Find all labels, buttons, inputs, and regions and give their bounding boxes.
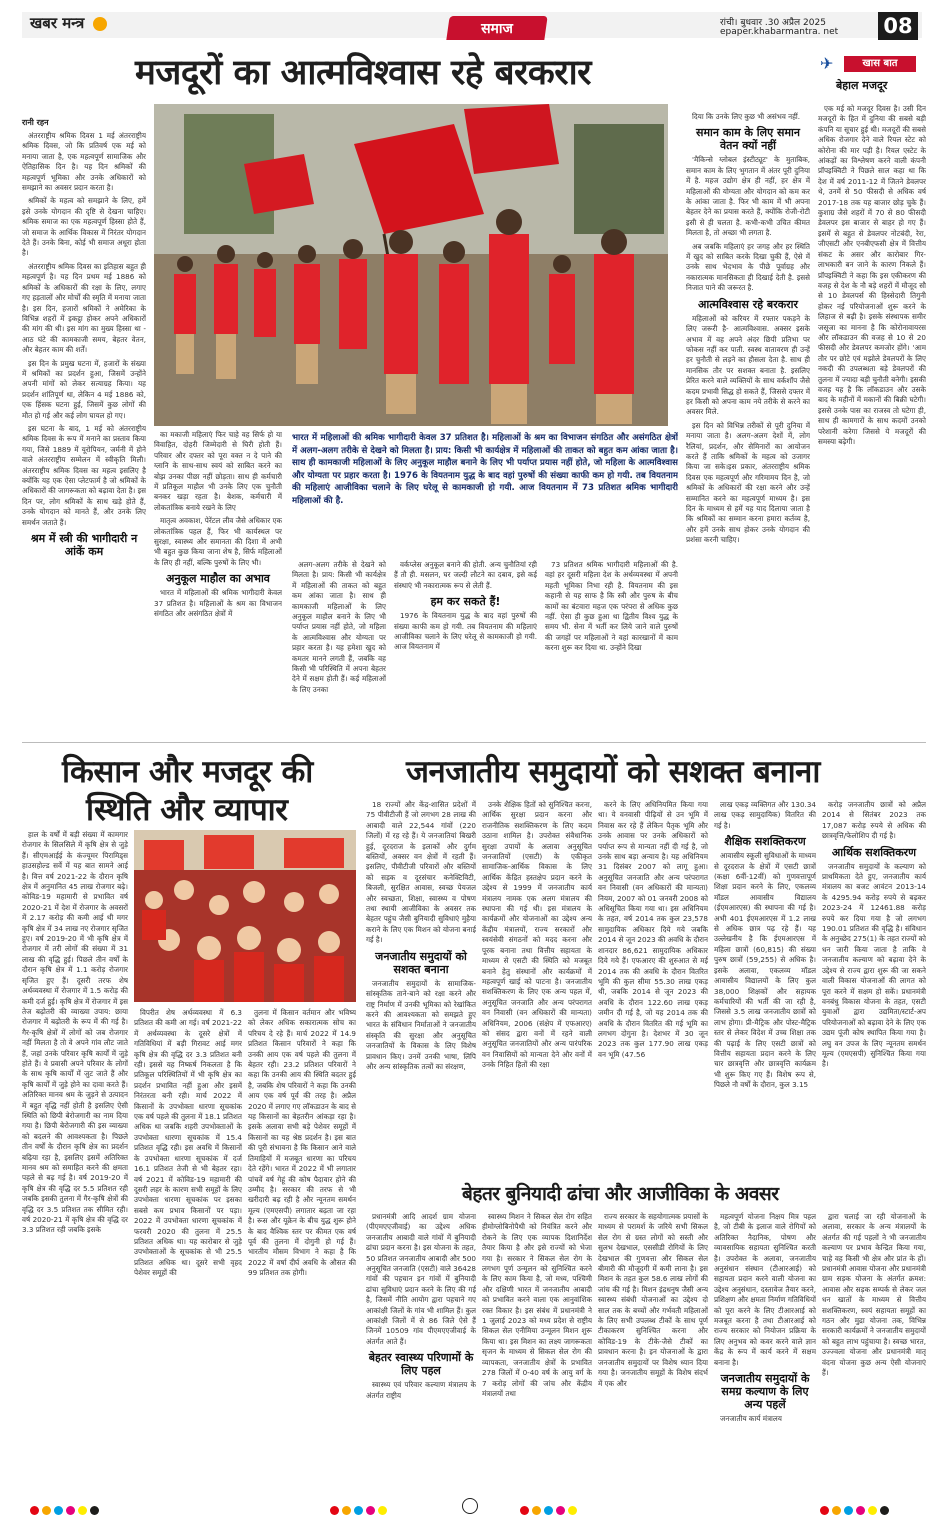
registration-mark-icon [462, 1498, 478, 1514]
color-dot [868, 1506, 877, 1515]
top-headline: मजदूरों का आत्मविश्वास रहे बरकरार [135, 53, 591, 93]
paragraph: 73 प्रतिशत श्रमिक भागीदारी महिलाओं की है. वहां हर दूसरी महिला देश के अर्थव्यवस्था में अपनी महती भूमिका निभा रही है. वियतनाम की इस कहानी से यह साफ है कि स्त्री और पुरुष के बीच कामों का बंटवारा महज एक परंपरा से अधिक कुछ नहीं. ऐसा ही कुछ हुआ था द्वितीय विश्व युद्ध के समय भी. सेना में भर्ती कर लिये जाने वाले पुरुषों की जगहों पर महिलाओं ने वहां कारखानों में काम करना शुरू कर दिया था. उन्होंने दिखा [545, 560, 678, 653]
registration-dots-mid-right [520, 1500, 580, 1519]
crowd-illustration [134, 830, 356, 1002]
paragraph: महिलाओं को करियर में रफ्तार पकड़ने के लिए जरूरी है- आत्मविश्वास. अक्सर इसके अभाव में वह अपने अंदर छिपी प्रतिभा पर फोकस नहीं कर पाती. स्वस्थ वातावरण ही उन्हें हर चुनौती से लड़ने का हौसला देता है. साथ ही मानसिक तौर पर सशक्त बनाता है. इसलिए प्रेरित करने वाले व्यक्तियों के साथ वर्कशॉप जैसे कदम प्रभावी सिद्ध हो सकते हैं, जिससे दफ्तर में हर किसी को अपना काम नये तरीके से करने का अवसर मिले. [686, 313, 810, 417]
plane-icon: ✈ [820, 54, 834, 73]
logo-text: खबर मन्त्र [30, 14, 85, 32]
site-url[interactable]: epaper.khabarmantra. net [720, 27, 839, 37]
paragraph: प्रधानमंत्री आदि आदर्श ग्राम योजना (पीएमएएजीवाई) का उद्देश्य अधिक जनजातीय आबादी वाले गांवों में बुनियादी ढांचा प्रदान करना है। इस योजना के तहत, 50 प्रतिशत जनजातीय आबादी और 500 अनुसूचित जनजाति (एसटी) वाले 36428 गांवों की पहचान इन गांवों में बुनियादी ढांचा सुविधाएं प्रदान करने के लिए की गई है, जिसमें नीति आयोग द्वारा पहचाने गए आकांक्षी जिलों के गांव भी शामिल हैं। कुल आकांक्षी जिलों में से 86 जिले ऐसे हैं जिनमें 10509 गांव पीएमएएजीवाई के अंतर्गत आते हैं। [366, 1212, 476, 1346]
workers-protest-photo [134, 830, 356, 1002]
section-divider [22, 742, 926, 743]
top-story-col1 [22, 131, 146, 735]
color-dot [544, 1506, 553, 1515]
infra-col4 [714, 1212, 816, 1490]
paragraph: अलग-अलग तरीके से देखने को मिलता है। प्राय: किसी भी कार्यक्षेत्र में महिलाओं की ताकत को बहुत कम आंका जाता है। साथ ही कामकाजी महिलाओं के लिए अनुकूल माहौल बनाने के लिए भी पर्याप्त प्रयास नहीं होते, जो महिला के आत्मविश्वास और योग्यता पर प्रहार करता है। यह हमेशा खुद को कमतर मानने लगती हैं, जबकि वह किसी भी परिस्थिति में अपना बेहतर देने में सक्षम होती हैं। कई महिलाओं के लिए उनका [292, 560, 386, 694]
tribal-col2 [482, 800, 592, 1170]
section-label: समाज [481, 21, 513, 37]
paragraph: इस दिन के प्रमुख घटना में, हजारों के संख्या में श्रमिकों का प्रदर्शन हुआ, जिसमें उन्होंने अपनी मांगों को लेकर सत्याग्रह किया। यह प्रदर्शन शांतिपूर्ण था, लेकिन 4 मई 1886 को, एक हिंसक घटना हुई, जिसमें कुछ लोगों की मौत हो गई और कई लोग घायल हो गए। [22, 358, 146, 420]
subhead: जनजातीय समुदायों के समग्र कल्याण के लिए अन्य पहलें [720, 1372, 810, 1412]
paragraph: करने के लिए अधिनियमित किया गया था। ये वनवासी पीढ़ियों से उन भूमि में निवास कर रहे हैं लेकिन पैतृक भूमि और उनके आवास पर उनके अधिकारों को पर्याप्त रूप से मान्यता नहीं दी गई है, जो उनके साथ बड़ा अन्याय है। यह अधिनियम 31 दिसंबर 2007 को लागू हुआ। अनुसूचित जनजाति और अन्य परंपरागत वन निवासी (वन अधिकारों की मान्यता) नियम, 2007 को 01 जनवरी 2008 को अधिसूचित किया गया था। इस अधिनियम के तहत, वर्ष 2014 तक कुल 23,578 सामुदायिक अधिकार दिये गये जबकि 2014 से जून 2023 की अवधि के दौरान शानदार 86,621 सामुदायिक अधिकार दिये गये हैं। एफआरए की शुरुआत से मई 2014 तक की अवधि के दौरान वितरित भूमि की कुल सीमा 55.30 लाख एकड़ थी, जबकि 2014 से जून 2023 की अवधि के दौरान 122.60 लाख एकड़ जमीन दी गई है, जो यह 2014 तक की अवधि के दौरान वितरित की गई भूमि का लगभग दोगुना है। देशभर में 30 जून 2023 तक कुल 177.90 लाख एकड़ वन भूमि (47.56 [598, 800, 708, 1059]
subhead: अनुकूल माहौल का अभाव [166, 572, 270, 586]
color-dot [342, 1506, 351, 1515]
paragraph: दिया कि उनके लिए कुछ भी असंभव नहीं. [692, 112, 801, 121]
tribal-col1 [366, 800, 476, 1170]
paragraph: 1976 के वियतनाम युद्ध के बाद वहां पुरुषों की संख्या काफी कम हो गयी. तब वियतनाम की महिलाएं आजीविका चलाने के लिए घरेलू से कामकाजी हो गयी. आज वियतनाम में [394, 611, 537, 652]
paragraph: वर्कप्लेस अनुकूल बनाने की होती. अन्य चुनौतियां रही हैं तौ ही. मसलन, घर जल्दी लौटने का दबाव, इसे कई संस्थाएं भी नकारात्मक रूप से लेती हैं. [394, 560, 537, 590]
paragraph: स्वास्थ्य मिशन ने सिकल सेल रोग सहित हीमोग्लोबिनोपैथी को नियंत्रित करने और रोकने के लिए एक व्यापक दिशानिर्देश तैयार किया है और इसे राज्यों को भेजा गया है। सरकार ने सिकल सेल रोग के लगभग पूर्ण उन्मूलन को सुनिश्चित करने के लिए काम किया है, जो मध्य, पश्चिमी और दक्षिणी भारत में जनजातीय आबादी को प्रभावित करने वाला एक आनुवांशिक रक्त विकार है। इस संबंध में प्रधानमंत्री ने 1 जुलाई 2023 को मध्य प्रदेश से राष्ट्रीय सिकल सेल एनीमिया उन्मूलन मिशन शुरू किया था। इस मिशन का लक्ष्य जागरूकता सृजन के माध्यम से सिकल सेल रोग की व्यापकता, जनजातीय क्षेत्रों के प्रभावित 278 जिलों में 0-40 वर्ष के आयु वर्ग के 7 करोड़ लोगों की जांच और केंद्रीय मंत्रालयों तथा [482, 1212, 592, 1398]
paragraph: विपरीत शेष अर्थव्यवस्था में 6.3 प्रतिशत की कमी आ गई। वर्ष 2021-22 में अर्थव्यवस्था के दूसरे क्षेत्रों में गतिविधियां में बड़ी गिरावट आई मगर कृषि क्षेत्र की वृद्धि दर 3.3 प्रतिशत बनी रही। इससे यह निष्कर्ष निकलता है कि प्रतिकूल परिस्थितियों में भी कृषि क्षेत्र का प्रदर्शन प्रभावित नहीं हुआ और इसमें निरंतरता बनी रही। मार्च 2022 में किसानों के उपभोक्ता धारणा सूचकांक एक वर्ष पहले की तुलना में 18.1 प्रतिशत अधिक था जबकि शहरी उपभोक्ताओं के उपभोक्ता धारणा सूचकांक में 15.4 प्रतिशत वृद्धि रही। इस अवधि में किसानों के उपभोक्ता धारणा सूचकांक में दर्ज 16.1 प्रतिशत तेजी से भी बेहतर रहा। वर्ष 2021 में कोविड-19 महामारी की दूसरी लहर के कारण सभी समूहों के लिए उपभोक्ता धारणा सूचकांक पर इसका सबसे कम प्रभाव किसानों पर पड़ा। 2022 में उपभोक्ता धारणा सूचकांक में फरवरी 2020 की तुलना में 25.5 प्रतिशत अधिक था। यह कारोबार से जुड़े उपभोक्ताओं के सूचकांक से भी 25.5 प्रतिशत अधिक था। दूसरे सभी वृहद पेशेवर समूहों की [134, 1008, 242, 1278]
paragraph: जनजातीय समुदायों के कल्याण को प्राथमिकता देते हुए, जनजातीय कार्य मंत्रालय का बजट आवंटन 2013-14 के 4295.94 करोड़ रुपये से बढ़कर 2023-24 में 12461.88 करोड़ रुपये कर दिया गया है जो लगभग 190.01 प्रतिशत की वृद्धि है। संविधान के अनुच्छेद 275(1) के तहत राज्यों को धन जारी किया जाता है ताकि वे जनजातीय कल्याण को बढ़ावा देने के उद्देश्य से राज्य द्वारा शुरू की जा सकने वाली विकास योजनाओं की लागत को पूरा करने में सक्षम हो सकें। प्रधानमंत्री वनबंधु विकास योजना के तहत, एसटी युवाओं द्वारा उद्यमिता/स्टार्ट-अप परियोजनाओं को बढ़ावा देने के लिए एक उद्यम पूंजी कोष स्थापित किया गया है। लघु वन उपज के लिए न्यूनतम समर्थन मूल्य (एमएसपी) सुनिश्चित किया गया है। [822, 861, 926, 1069]
paragraph: जनजातीय कार्य मंत्रालय [720, 1414, 782, 1424]
paragraph: एक मई को मजदूर दिवस है। उसी दिन मजदूरों के हित में दुनिया की सबसे बड़ी कंपनि या सूचार हुई थी। मजदूरों की सबसे अधिक रोजगार देने वाले रियल स्टेट को कोरोना की मार पड़ी है। रियल एस्टेट के आंकड़ों का विश्लेषण करने वाली कंपनी प्रॉपइक्विटी ने पिछले साल कहा था कि देश में वर्ष 2011-12 में जितने डेवलपर थे, उनमें से 50 फीसदी से अधिक वर्ष 2017-18 तक यह बाजार छोड़ चुके हैं। कुशाग्र जैसे शहरों में 70 से 80 फीसदी डेवलपर इस बाजार से बाहर हो गए हैं। इसमें से बहुत से डेवलपर नोटबंदी, रेरा, जीएसटी और एनबीएफसी क्षेत्र में वित्तीय संकट के असर और कारोबार गिर-लाभकारी बन जाने के कारण निकले हैं। प्रॉपइक्विटी ने कहा कि इस एकीकरण की वजह से देश के नौ बड़े शहरों में मौजूद सौ से 10 डेवलपर्स की हिस्सेदारी तिगुनी होकर नई परियोजनाओं शुरू करने के लिहाज से बढ़ी है। इसके संस्थापक समीर जसूजा का मानना है कि कोरोनावायरस और लॉकडाउन की वजह से 10 से 20 फीसदी और डेवलपर कमजोर होंगे। 'आम तौर पर छोटे एवं मझोले डेवलपरों के लिए नकदी की उपलब्धता बड़े डेवलपरों की तुलना में ज्यादा बड़ी चुनौती बनेगी। इसकी वजह यह है कि लॉकडाउन और उसके बाद के महीनों में मकानों की बिक्री घटेगी। इससे उनके पास का राजस्व तो घटेगा ही, साथ ही कामगारों के साथ कदमों उनको परेशानी करेगा जिससे ये मजदूरों की समस्या बढ़ेगी। [818, 104, 926, 446]
kisan-headline-line1: किसान और मजदूर की [62, 754, 313, 790]
subhead: शैक्षिक सशक्तिकरण [724, 835, 806, 849]
tribal-col3 [598, 800, 708, 1170]
paragraph: अंतरराष्ट्रीय श्रमिक दिवस का इतिहास बहुत ही महत्वपूर्ण है। यह दिन प्रथम मई 1886 को श्रमिकों के अधिकारों की रक्षा के लिए, लगाए गए हड़तालों और मोर्चों की स्मृति में मनाया जाता है। इस दिन, हजारों श्रमिकों ने अमेरिका के विभिन्न शहरों में इकट्ठा होकर अपने अधिकारों की मांग की थी। इस मांग का मुख्य हिस्सा था - आठ घंटे की कामकाजी समय, बेहतर वेतन, और बेहतर काम की शर्तें। [22, 261, 146, 355]
pull-quote: भारत में महिलाओं की श्रमिक भागीदारी केवल 37 प्रतिशत है। महिलाओं के श्रम का विभाजन संगठित और असंगठित क्षेत्रों में अलग-अलग तरीके से देखने को मिलता है। प्राय: किसी भी कार्यक्षेत्र में महिलाओं की ताकत को बहुत कम आंका जाता है। साथ ही कामकाजी महिलाओं के लिए अनुकूल माहौल बनाने के लिए भी पर्याप्त प्रयास नहीं होते, जो महिला के आत्मविश्वास और योग्यता पर प्रहार करता है। 1976 के वियतनाम युद्ध के बाद वहां पुरुषों की संख्या काफी कम हो गयी. तब वियतनाम की महिलाएं आजीविका चलाने के लिए घरेलू से कामकाजी हो गयी. आज वियतनाम में 73 प्रतिशत श्रमिक भागीदारी महिलाओं की है. [292, 433, 678, 506]
paragraph: इस घटना के बाद, 1 मई को अंतरराष्ट्रीय श्रमिक दिवस के रूप में मनाने का प्रस्ताव किया गया, जिसे 1889 में यूरोपियन, जर्मनी में होने वाले अंतरराष्ट्रीय सम्मेलन में स्वीकृति मिली।अंतरराष्ट्रीय श्रमिक दिवस का महत्व इसलिए है क्योंकि यह एक ऐसा प्लेटफार्म है जो श्रमिकों के अधिकारों की जागरूकता को बढ़ावा देता है। इस दिन पर, लोग श्रमिकों के साथ खड़े होते हैं, उनके योगदान को मानते हैं, और उनके लिए समर्थन जताते हैं। [22, 423, 146, 527]
paragraph: भारत में महिलाओं की श्रमिक भागीदारी केवल 37 प्रतिशत है। महिलाओं के श्रम का विभाजन संगठित और असंगठित क्षेत्रों में [154, 588, 282, 619]
paragraph: उनके शैक्षिक हितों को सुनिश्चित करना, आर्थिक सुरक्षा प्रदान करना और राजनीतिक सशक्तिकरण के लिए कदम उठाना शामिल है। उपरोक्त संवैधानिक सुरक्षा उपायों के अलावा अनुसूचित जनजातियों (एसटी) के एकीकृत सामाजिक-आर्थिक विकास के लिए आर्थिक केंद्रित हस्तक्षेप प्रदान करने के उद्देश्य से 1999 में जनजातीय कार्य मंत्रालय नामक एक अलग मंत्रालय की स्थापना की गई थी। इस मंत्रालय के कार्यक्रमों और योजनाओं का उद्देश्य अन्य केंद्रीय मंत्रालयों, राज्य सरकारों और स्वयंसेवी संगठनों को मदद करना और पूरक बनाना तथा वित्तीय सहायता के माध्यम से एसटी की स्थिति को मजबूत बनाने हेतु संस्थानों और कार्यक्रमों में महत्वपूर्ण खाई को पाटना है। जनजातीय सशक्तिकरण के लिए एक अन्य पहल में, अनुसूचित जनजाति और अन्य परंपरागत वन निवासी (वन अधिकारों की मान्यता) अधिनियम, 2006 (संक्षेप में एफआरए) को संसद द्वारा वनों में रहने वाली अनुसूचित जनजातियों और अन्य पारंपरिक वन निवासियों को मान्यता देने और वनों में उनके निहित हितों की रक्षा [482, 800, 592, 1070]
paragraph: अंतरराष्ट्रीय श्रमिक दिवस 1 मई अंतरराष्ट्रीय श्रमिक दिवस, जो कि प्रतिवर्ष एक मई को मनाया जाता है, एक महत्वपूर्ण सामाजिक और ऐतिहासिक दिन है। यह दिन श्रमिकों की महत्वपूर्ण भूमिका और उनके अधिकारों को समझाने का अवसर प्रदान करता है। [22, 131, 146, 193]
infra-col3 [598, 1212, 708, 1490]
dateline: रांची। बुधवार .30 अप्रैल 2025 [720, 18, 826, 28]
paragraph: द्वारा चलाई जा रही योजनाओं के अलावा, सरकार के अन्य मंत्रालयों के अंतर्गत की गई पहलों ने भी जनजातीय कल्याण पर प्रभाव केन्द्रित किया गया, चाहे वह किसी भी क्षेत्र और प्रांत के हों। प्रधानमंत्री आवास योजना और प्रधानमंत्री ग्राम सड़क योजना के अंतर्गत क्रमश: आवास और सड़क सम्पर्क से लेकर जल धन खातों के माध्यम से वित्तीय सशक्तिकरण, स्वयं सहायता समूहों का गठन और मुद्रा योजना तक, विभिन्न सरकारी कार्यक्रमों ने जनजातीय समुदायों को बहुत लाभ पहुंचाया है। स्वच्छ भारत, उज्ज्वला योजना और प्रधानमंत्री मातृ वंदना योजना कुछ अन्य ऐसी योजनाएं हैं। [822, 1212, 926, 1378]
paragraph: महत्वपूर्ण योजना निक्षय मित्र पहल है, जो टीबी के इलाज वाले रोगियों को अतिरिक्त नैदानिक, पोषण और व्यावसायिक सहायता सुनिश्चित करती है। उपरोक्त के अलावा, जनजातीय अनुसंधान संस्थान (टीआरआई) को सहायता प्रदान करने वाली योजना का उद्देश्य अनुसंधान, दस्तावेज तैयार करने, प्रशिक्षण और क्षमता निर्माण गतिविधियों को पूरा करने के लिए टीआरआई को मजबूत करना है तथा टीआरआई को राज्य सरकार को नियोजन प्रक्रिया के लिए अनुभव को कवर करने वाले ज्ञान केंद्र के रूप में कार्य करने में सक्षम बनाना है। [714, 1212, 816, 1367]
subhead: बेहतर स्वास्थ्य परिणामों के लिए पहल [368, 1351, 474, 1378]
kisan-col3 [248, 1008, 356, 1490]
color-dot [568, 1506, 577, 1515]
tribal-col4 [714, 800, 816, 1170]
top-story-col4 [394, 560, 537, 735]
paragraph: लाख एकड़ व्यक्तिगत और 130.34 लाख एकड़ सामुदायिक) वितरित की गई है। [714, 800, 816, 830]
tribal-headline: जनजातीय समुदायों को सशक्त बनाना [406, 754, 820, 790]
paragraph: का मकाजी महिलाएं फिर चाहे वह सिर्फ हो या विवाहित, दोहरी जिम्मेदारी से घिरी होती हैं। परिवार और दफ्तर को पूरा वक्त न दे पाने की ग्लानि के साथ-साथ स्वयं को साबित करने का बोझ उनका पीछा नहीं छोड़ता। साथ ही कर्मचारी में प्रतिकूल माहौल भी उनके लिए एक चुनौती बनकर खड़ा रहता है। बेशक, कर्मचारी में लोकतांत्रिक बनाये रखने के लिए [154, 430, 282, 512]
color-dot [78, 1506, 87, 1515]
paragraph: इस दिन को विभिन्न तरीकों से पूरी दुनिया में मनाया जाता है। अलग-अलग देशों में, लोग रैलियां, प्रदर्शन, और सेमिनारों का आयोजन करते हैं ताकि श्रमिकों के महत्व को उजागर किया जा सके।इस प्रकार, अंतरराष्ट्रीय श्रमिक दिवस एक महत्वपूर्ण और गरिमामय दिन है, जो श्रमिकों के अधिकारों की रक्षा करने और उन्हें सम्मानित करने का महत्वपूर्ण माध्यम है। इस दिन के माध्यम से हमें यह याद दिलाया जाता है कि श्रमिकों का सम्मान करना हमारा कर्तव्य है, और हमें उनके साथ होकर उनके योगदान की प्रशंसा करनी चाहिए। [686, 420, 810, 545]
khas-baat-box [818, 52, 928, 98]
top-story-col5 [545, 560, 678, 735]
color-dot [556, 1506, 565, 1515]
tribal-col5 [822, 800, 926, 1170]
page-number: 08 [878, 12, 918, 40]
color-dot [844, 1506, 853, 1515]
paragraph: श्रमिकों के महत्व को समझाने के लिए, हमें इसे उनके योगदान की दृष्टि से देखना चाहिए। श्रमिक समाज का एक महत्वपूर्ण हिस्सा होते हैं, जो समाज के आर्थिक विकास में निरंतर योगदान देते हैं। उनके बिना, कोई भी समाज अधूरा होता है। [22, 196, 146, 258]
paragraph: मातृत्व अवकाश, पेरेंटल लीव जैसे अधिकार एक लोकतांत्रिक पहल हैं, फिर भी कार्यस्थल पर सुरक्षा, स्वास्थ्य और समानता की दिशा में अभी भी बहुत कुछ किया जाना शेष है, सिर्फ महिलाओं के लिए ही नहीं, बल्कि पुरुषों के लिए भी। [154, 516, 282, 567]
infra-headline: बेहतर बुनियादी ढांचा और आजीविका के अवसर [462, 1183, 779, 1205]
paragraph: तुलना में किसान वर्तमान और भविष्य को लेकर अधिक सकारात्मक सोच का परिचय दे रहे हैं। मार्च 2022 में 14.9 प्रतिशत किसान परिवारों ने कहा कि उनकी आय एक वर्ष पहले की तुलना में बेहतर रही। 23.2 प्रतिशत परिवारों ने कहा कि उनकी आय की स्थिति बदतर हुई है, जबकि शेष परिवारों ने कहा कि उनकी आय एक वर्ष पूर्व की तरह है। अप्रैल 2020 में लगाए गए लॉकडाउन के बाद से यह किसानों का बेहतरीन आंकड़ा रहा है। इसके अलावा सभी बड़े पेशेवर समूहों में किसानों का यह श्रेष्ठ प्रदर्शन है। इस बात की पूरी संभावना है कि किसान आने वाले तिमाहियों में मजबूत धारणा का परिचय देते रहेंगे। भारत में 2022 में भी लगातार पांचवें वर्ष गेहूं की कोष पैदावार होने की उम्मीद है। सरकार की तरफ से भी खरीदारी बढ़ रही है और न्यूनतम समर्थन मूल्य (एमएसपी) लगातार बढ़ता जा रहा है। रूस और यूक्रेन के बीच युद्ध शुरू होने के बाद वैश्विक स्तर पर कीमत एक वर्ष पूर्व की तुलना में दोगुनी हो गई हैं। भारतीय मौसम विभाग ने कहा है कि 2022 में वर्षा दीर्घ अवधि के औसत की 99 प्रतिशत तक होगी। [248, 1008, 356, 1278]
registration-dots-right [820, 1500, 892, 1519]
infra-col2 [482, 1212, 592, 1490]
color-dot [90, 1506, 99, 1515]
paragraph: 18 राज्यों और केंद्र-शासित प्रदेशों में 75 पीवीटीजी हैं जो लगभग 28 लाख की आबादी वाले 22,544 गांवों (220 जिलों) में रह रहे हैं। ये जनजातियां बिखरी हुई, दूरदराज के इलाकों और दुर्गम बस्तियों, अक्सर वन क्षेत्रों में रहती हैं। इसलिए, पीवीटीजी परिवारों और बस्तियों को सड़क व दूरसंचार कनेक्टिविटी, बिजली, सुरक्षित आवास, स्वच्छ पेयजल और स्वच्छता, शिक्षा, स्वास्थ्य व पोषण तथा स्थायी आजीविका के अवसर तक बेहतर पहुंच जैसी बुनियादी सुविधाएं मुहैया कराने के लिए एक मिशन को योजना बनाई गई है। [366, 800, 476, 945]
color-dot [354, 1506, 363, 1515]
color-dot [832, 1506, 841, 1515]
color-dot [820, 1506, 829, 1515]
color-dot [66, 1506, 75, 1515]
logo-badge-icon [93, 17, 107, 31]
color-dot [54, 1506, 63, 1515]
top-story-col2 [154, 430, 282, 735]
paragraph: हाल के वर्षों में बड़ी संख्या में कामगार रोजगार के सिलसिले में कृषि क्षेत्र से जुड़े हैं। सीएमआईई के कंज्यूमर पिरामिड्स हाउसहोल्ड सर्वे में यह बात सामने आई है। वित्त वर्ष 2021-22 के दौरान कृषि क्षेत्र में अनुमानित 45 लाख रोजगार बढ़े। कोविड-19 महामारी से प्रभावित वर्ष 2020-21 में देश में रोजगार के अवसरों में 2.17 करोड़ की कमी आई थी मगर कृषि क्षेत्र में 34 लाख नए रोजगार सृजित हुए। वर्ष 2019-20 में भी कृषि क्षेत्र में रोजगार में तरी लोगों की संख्या में 31 लाख की वृद्धि हुई। पिछले तीन वर्षों के दौरान कृषि क्षेत्र में 1.1 करोड़ रोजगार सृजित हुए हैं। दूसरी तरफ शेष अर्थव्यवस्था में रोजगार में 1.5 करोड़ की कमी दर्ज हुई। कृषि क्षेत्र में रोजगार में इस तेज बढ़ोतरी की व्याख्या उपाय: छाया रोजगार में बढ़ोतरी के रूप में की गई है। गैर-कृषि क्षेत्रों में लोगों को जब रोजगार नहीं मिलता है तो वे अपने गांव लौट जाते हैं, जहां उनके परिवार कृषि कार्यों में जुड़े होते हैं। वे प्रवासी अपने परिवार के लोगों के साथ कृषि कार्यों में जुट जाते हैं और कृषि कार्यों में जुड़े होने का दावा करते हैं। अतिरिक्त मानव श्रम के जुड़ने से उत्पादन में बहुत वृद्धि नहीं होती है इसलिए ऐसी स्थिति को छिपी बेरोजगारी का नाम दिया गया है। छिपी बेरोजगारी की इस व्याख्या को बदलने की आवश्यकता है। पिछले तीन वर्षों के दौरान कृषि क्षेत्र का प्रदर्शन बढ़िया रहा है, इसलिए इसमें अतिरिक्त मानव श्रम को समाहित करने की क्षमता पहले से बढ़ गई है। वर्ष 2019-20 में कृषि क्षेत्र की वृद्धि दर 5.5 प्रतिशत रही जबकि इसकी तुलना में गैर-कृषि क्षेत्रों की वृद्धि दर 3.5 प्रतिशत तक सीमित रही। वर्ष 2020-21 में कृषि क्षेत्र की वृद्धि दर 3.3 प्रतिशत रही जबकि इसके [22, 830, 128, 1235]
paragraph: राज्य सरकार के सहयोगात्मक प्रयासों के माध्यम से परामर्श के जरिये सभी सिकल सेल रोग से ग्रस्त लोगों को सस्ती और सुलभ देखभाल, एससीडी रोगियों के लिए देखभाल की गुणवत्ता और सिकल सेल बीमारी की मौजूदगी में कमी लाना है। इस मिशन के तहत कुल 58.6 लाख लोगों की जांच की गई है। मिशन इंद्रधनुष जैसी अन्य स्वास्थ्य संबंधी योजनाओं का उद्देश्य दो साल तक के बच्चों और गर्भवती महिलाओं के लिए सभी उपलब्ध टीकों के साथ पूर्ण टीकाकरण सुनिश्चित करना और कोविड-19 के टीके-जैसे टीकों का प्रावधान करना है। इन योजनाओं के द्वारा जनजातीय समुदायों पर विशेष ध्यान दिया गया है। जनजातीय समूहों के विशेष संदर्भ में एक और [598, 1212, 708, 1388]
khas-baat-col [818, 104, 926, 735]
subhead: आत्मविश्वास रहे बरकरार [697, 297, 799, 311]
rally-illustration [154, 104, 668, 426]
paragraph: स्वास्थ्य एवं परिवार कल्याण मंत्रालय के अंतर्गत राष्ट्रीय [366, 1380, 476, 1400]
paragraph: आवासीय स्कूली सुविधाओं के माध्यम से दूरदराज के क्षेत्रों में एसटी छात्रों (कक्षा 6वीं-12वीं) को गुणवत्तापूर्ण शिक्षा प्रदान करने के लिए, एकलव्य मॉडल आवासीय विद्यालय (ईएमआरएस) की स्थापना की गई है। अभी 401 ईएमआरएस में 1.2 लाख से अधिक छात्र पढ़ रहे हैं। यह उल्लेखनीय है कि ईएमआरएस में महिला छात्रों (60,815) की संख्या पुरुष छात्रों (59,255) से अधिक है। इसके अलावा, एकलव्य मॉडल आवासीय विद्यालयों के लिए कुल 38,000 शिक्षकों और सहायक कर्मचारियों की भर्ती की जा रही है, जिससे 3.5 लाख जनजातीय छात्रों को लाभ होगा। प्री-मैट्रिक और पोस्ट-मैट्रिक स्तर से लेकर विदेश में उच्च शिक्षा तक की पढ़ाई के लिए एसटी छात्रों को वित्तीय सहायता प्रदान करने के लिए चार छात्रवृत्ति और छात्रवृत्ति कार्यक्रम भी शुरू किए गए हैं। विशेष रूप से, पिछले नौ वर्षों के दौरान, कुल 3.15 [714, 851, 816, 1090]
khas-baat-subtitle: बेहाल मजदूर [836, 79, 888, 92]
subhead: आर्थिक सशक्तिकरण [831, 845, 917, 859]
top-story-col6 [686, 112, 810, 735]
registration-dots-left [30, 1500, 102, 1519]
paragraph: 'मैकिन्से ग्लोबल इंस्टीट्यूट' के मुताबिक, समान काम के लिए भुगतान में अंतर पूरी दुनिया में है. महज उद्योग क्षेत्र ही नहीं, हर क्षेत्र में महिलाओं की योग्यता और योगदान को कम कर के आंका जाता है. फिर भी काम में भी अपना बेहतर देने का प्रयास करते हैं, क्योंकि रोजी-रोटी इसी से ही चलता है. कभी-कभी उचित कीमत मिलता है, तो अच्छा भी लगता है. [686, 155, 810, 238]
paragraph: अब जबकि महिलाएं हर जगह और हर स्थिति में खुद को साबित करके दिखा चुकी हैं, ऐसे में उनके साथ भेदभाव के पीछे पूर्वाग्रह और नकारात्मक मानसिकता ही दिखाई देती है. इससे निजात पाने की जरूरत है. [686, 241, 810, 293]
color-dot [880, 1506, 889, 1515]
top-story-col3 [292, 560, 386, 735]
kisan-col2 [134, 1008, 242, 1490]
color-dot [378, 1506, 387, 1515]
subhead: हम कर सकते हैं! [430, 595, 501, 609]
paragraph: जनजातीय समुदायों के सामाजिक-सांस्कृतिक ताने-बाने को रक्षा करने और राष्ट्र निर्माण में उनकी भूमिका को रेखांकित करने की आवश्यकता को समझते हुए भारत के संविधान निर्माताओं ने जनजातीय संस्कृति की सुरक्षा और अनुसूचित जनजातियों के विकास के लिए विशेष प्रावधान किए। उनमें उनकी भाषा, लिपि और अन्य सांस्कृतिक तत्वों का संरक्षण, [366, 978, 476, 1071]
paragraph: करोड़ जनजातीय छात्रों को अप्रैल 2014 से सितंबर 2023 तक 17,087 करोड़ रुपये से अधिक की छात्रवृत्ति/फेलोशिप दी गई है। [822, 800, 926, 841]
color-dot [330, 1506, 339, 1515]
masthead [0, 0, 945, 44]
color-dot [520, 1506, 529, 1515]
subhead: समान काम के लिए समान वेतन क्यों नहीं [696, 126, 800, 153]
kisan-headline-line2: स्थिति और व्यापार [86, 792, 288, 828]
khas-baat-label: खास बात [844, 56, 916, 72]
subhead: जनजातीय समुदायों को सशक्त बनाना [375, 949, 467, 976]
color-dot [30, 1506, 39, 1515]
registration-dots-mid-left [330, 1500, 390, 1519]
masthead-logo[interactable] [30, 13, 107, 33]
color-dot [856, 1506, 865, 1515]
footer [0, 1496, 945, 1517]
infra-col5 [822, 1212, 926, 1490]
color-dot [532, 1506, 541, 1515]
byline: रानी रहन [22, 118, 49, 127]
kisan-col1 [22, 830, 128, 1490]
infra-col1 [366, 1212, 476, 1490]
may-day-rally-photo [154, 104, 668, 426]
subhead: श्रम में स्त्री की भागीदारी न आंकें कम [30, 532, 138, 559]
color-dot [42, 1506, 51, 1515]
color-dot [366, 1506, 375, 1515]
